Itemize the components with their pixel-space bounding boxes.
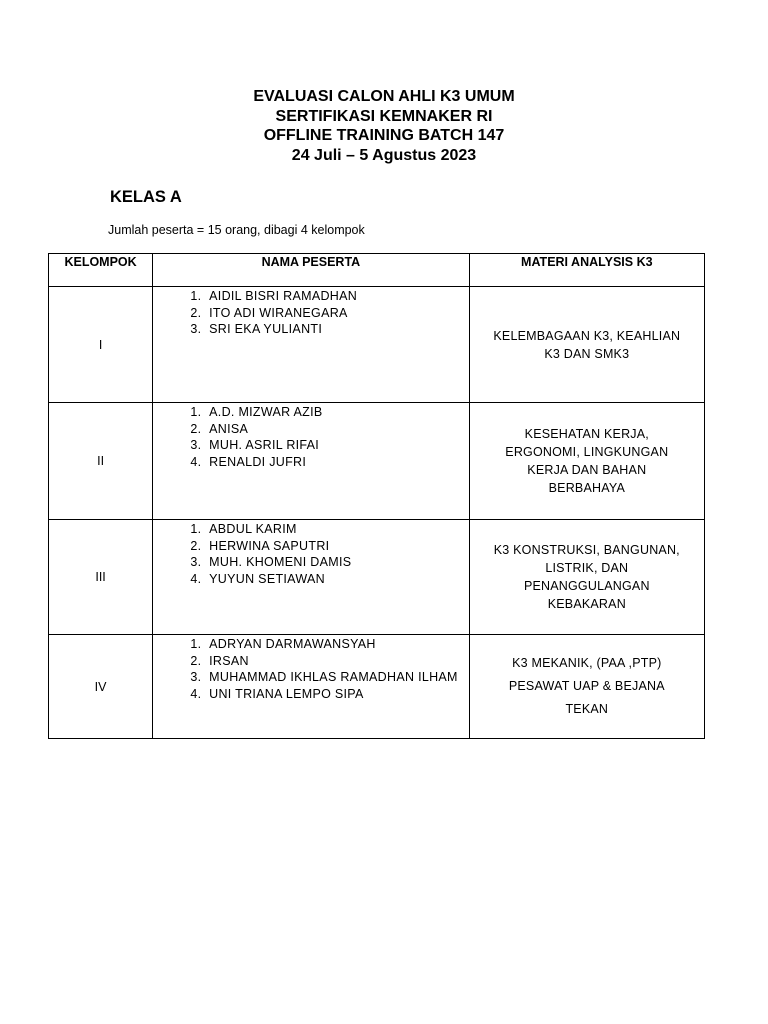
topic-line: K3 DAN SMK3 <box>544 346 630 361</box>
title-line-3: OFFLINE TRAINING BATCH 147 <box>263 127 505 144</box>
topic-cell <box>469 287 704 403</box>
member-cell <box>153 403 469 520</box>
member-list <box>153 404 468 470</box>
topic-line: KEBAKARAN <box>547 597 626 611</box>
table-header-row <box>49 254 705 287</box>
topic-line: TEKAN <box>565 702 609 716</box>
topic-cell <box>469 520 704 635</box>
member-name: 3. MUH. ASRIL RIFAI <box>205 437 468 454</box>
topic-cell <box>469 403 704 520</box>
member-cell <box>153 520 469 635</box>
member-name: 4. YUYUN SETIAWAN <box>205 571 468 588</box>
member-name: 3. SRI EKA YULIANTI <box>205 321 468 338</box>
member-name: 1. AIDIL BISRI RAMADHAN <box>205 288 468 305</box>
topic-line: ERGONOMI, LINGKUNGAN <box>505 445 669 459</box>
member-name: 1. ADRYAN DARMAWANSYAH <box>205 636 468 653</box>
member-list <box>153 288 468 338</box>
table-row <box>49 635 705 739</box>
topic-line: KESEHATAN KERJA, <box>524 427 649 441</box>
group-id: II <box>49 403 153 520</box>
member-name: 1. ABDUL KARIM <box>205 521 468 538</box>
member-name: 3. MUHAMMAD IKHLAS RAMADHAN ILHAM <box>205 669 468 686</box>
participants-note: Jumlah peserta = 15 orang, dibagi 4 kelompok <box>108 223 365 237</box>
table-row <box>49 287 705 403</box>
topic-line: KERJA DAN BAHAN <box>527 463 647 477</box>
class-heading: KELAS A <box>110 188 182 206</box>
title-line-2: SERTIFIKASI KEMNAKER RI <box>275 107 493 125</box>
topic-line: K3 KONSTRUKSI, BANGUNAN, <box>493 543 680 557</box>
topic-line: LISTRIK, DAN <box>545 561 629 575</box>
header-names: NAMA PESERTA <box>153 254 469 287</box>
member-name: 1. A.D. MIZWAR AZIB <box>205 404 468 421</box>
group-table <box>48 253 705 739</box>
group-id: III <box>49 520 153 635</box>
member-name: 2. HERWINA SAPUTRI <box>205 538 468 555</box>
member-name: 2. ANISA <box>205 421 468 438</box>
member-list <box>153 636 468 702</box>
member-cell <box>153 287 469 403</box>
group-id: I <box>49 287 153 403</box>
topic-line: BERBAHAYA <box>548 481 625 495</box>
member-name: 4. RENALDI JUFRI <box>205 454 468 471</box>
title-line-1: EVALUASI CALON AHLI K3 UMUM <box>253 88 515 105</box>
title-line-dates: 24 Juli – 5 Agustus 2023 <box>291 146 477 164</box>
table-row <box>49 403 705 520</box>
group-id: IV <box>49 635 153 739</box>
topic-line: PESAWAT UAP & BEJANA <box>508 679 665 693</box>
member-name: 2. IRSAN <box>205 653 468 670</box>
document-title <box>0 87 768 165</box>
table-row <box>49 520 705 635</box>
topic-line: KELEMBAGAAN K3, KEAHLIAN <box>493 328 681 343</box>
member-name: 2. ITO ADI WIRANEGARA <box>205 305 468 322</box>
header-group: KELOMPOK <box>49 254 153 287</box>
topic-cell <box>469 635 704 739</box>
member-name: 3. MUH. KHOMENI DAMIS <box>205 554 468 571</box>
header-topic: MATERI ANALYSIS K3 <box>469 254 704 287</box>
member-cell <box>153 635 469 739</box>
topic-line: K3 MEKANIK, (PAA ,PTP) <box>512 656 662 670</box>
topic-line: PENANGGULANGAN <box>523 579 650 593</box>
member-name: 4. UNI TRIANA LEMPO SIPA <box>205 686 468 703</box>
member-list <box>153 521 468 587</box>
